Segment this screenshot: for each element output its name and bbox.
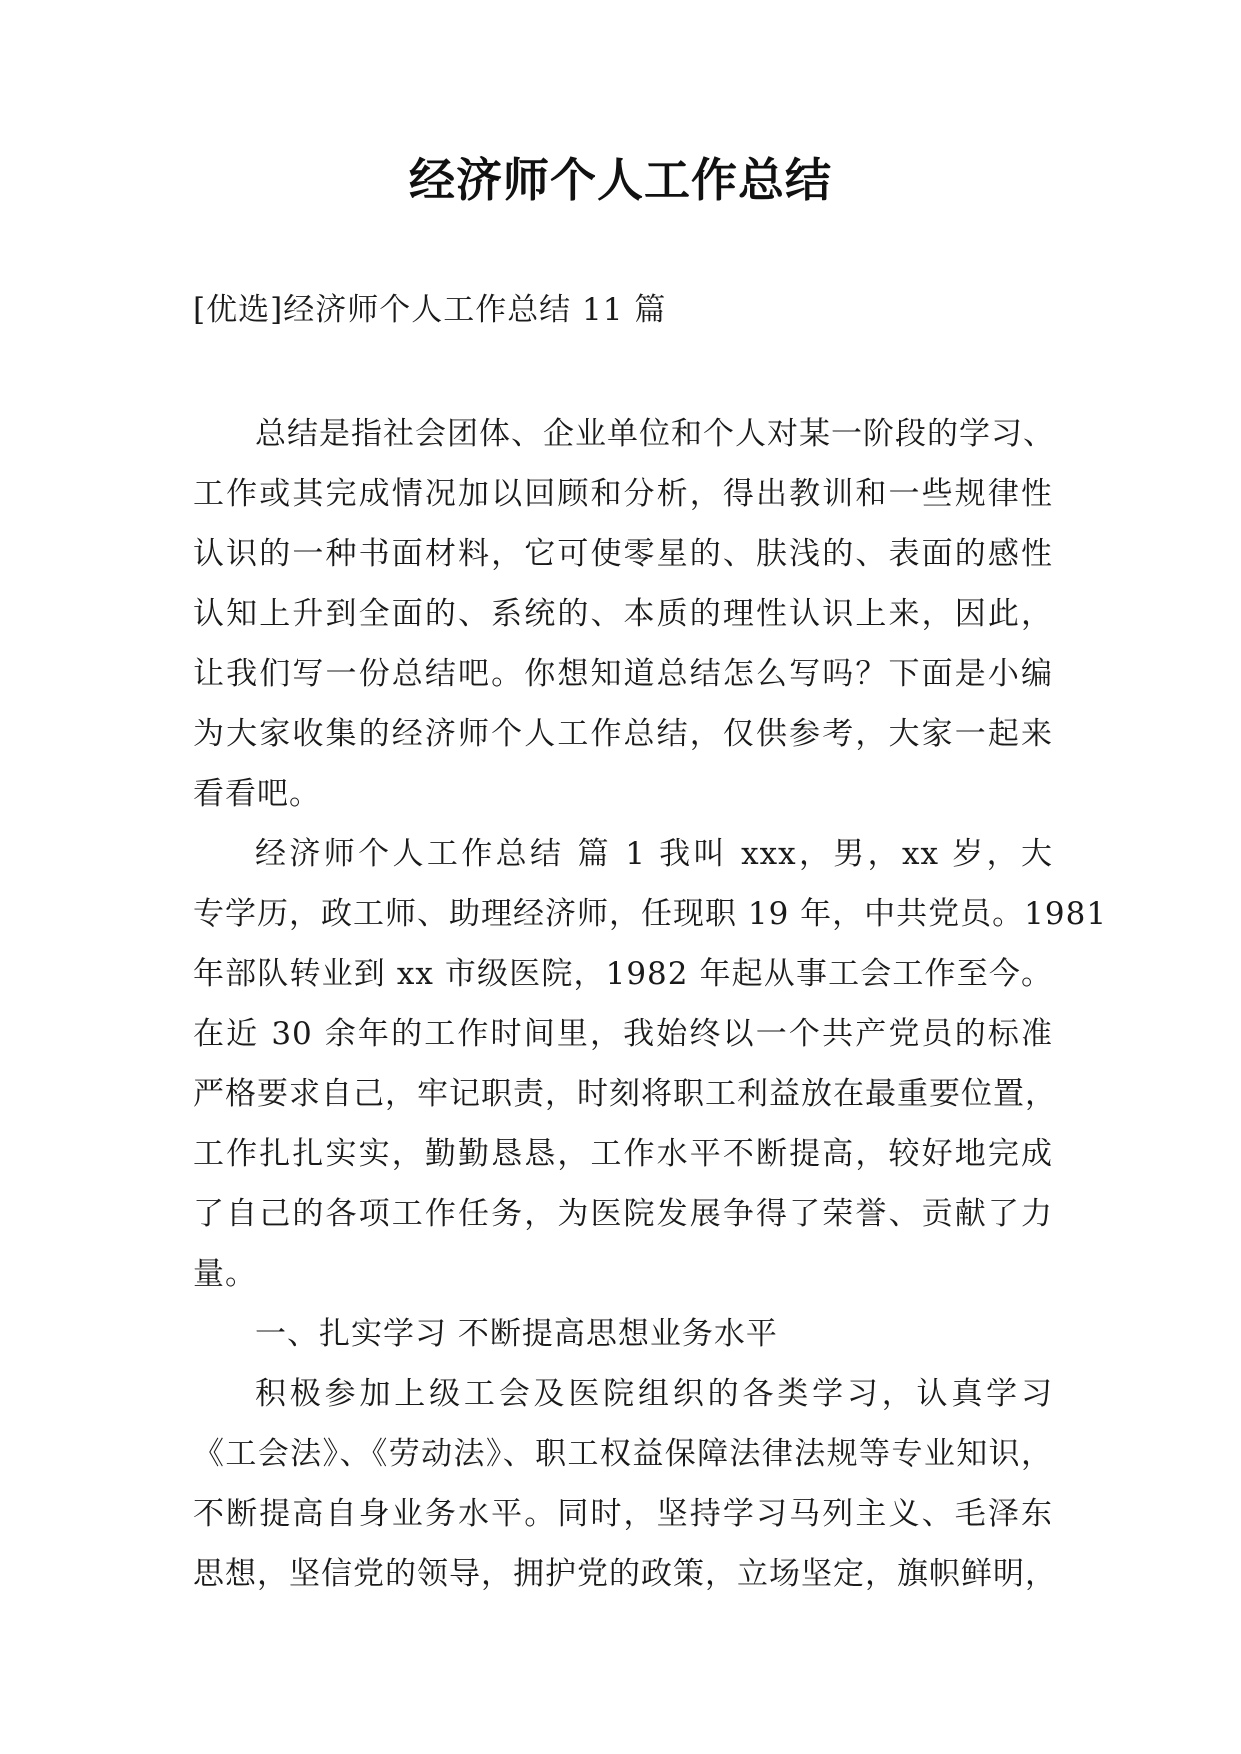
body-line: 思想，坚信党的领导，拥护党的政策，立场坚定，旗帜鲜明， [193, 1556, 1057, 1592]
body-line: 认识的一种书面材料，它可使零星的、肤浅的、表面的感性 [193, 536, 1053, 572]
body-line: 认知上升到全面的、系统的、本质的理性认识上来，因此， [193, 596, 1053, 632]
body-line: 工作或其完成情况加以回顾和分析，得出教训和一些规律性 [193, 476, 1053, 512]
body-line: 在近 30 余年的工作时间里，我始终以一个共产党员的标准 [193, 1016, 1053, 1052]
body-line: 总结是指社会团体、企业单位和个人对某一阶段的学习、 [255, 416, 1055, 452]
body-line: 经济师个人工作总结 篇 1 我叫 xxx，男，xx 岁，大 [255, 836, 1053, 872]
body-line: 量。 [193, 1256, 257, 1292]
body-line: 专学历，政工师、助理经济师，任现职 19 年，中共党员。1981 [193, 896, 1108, 932]
body-line: 为大家收集的经济师个人工作总结，仅供参考，大家一起来 [193, 716, 1053, 752]
body-line: 看看吧。 [193, 776, 321, 812]
body-line: 年部队转业到 xx 市级医院，1982 年起从事工会工作至今。 [193, 956, 1053, 992]
body-line: 积极参加上级工会及医院组织的各类学习，认真学习 [255, 1376, 1053, 1412]
body-line: 严格要求自己，牢记职责，时刻将职工利益放在最重要位置， [193, 1076, 1057, 1112]
section-heading: 一、扎实学习 不断提高思想业务水平 [255, 1316, 778, 1352]
body-line: 不断提高自身业务水平。同时，坚持学习马列主义、毛泽东 [193, 1496, 1053, 1532]
body-line: 工作扎扎实实，勤勤恳恳，工作水平不断提高，较好地完成 [193, 1136, 1053, 1172]
body-line: 让我们写一份总结吧。你想知道总结怎么写吗？下面是小编 [193, 656, 1053, 692]
body-line: 了自己的各项工作任务，为医院发展争得了荣誉、贡献了力 [193, 1196, 1053, 1232]
document-subtitle: [优选]经济师个人工作总结 11 篇 [193, 292, 667, 328]
document-title: 经济师个人工作总结 [409, 153, 832, 207]
document-body [193, 404, 1108, 1604]
body-line: 《工会法》、《劳动法》、职工权益保障法律法规等专业知识， [193, 1436, 1053, 1472]
